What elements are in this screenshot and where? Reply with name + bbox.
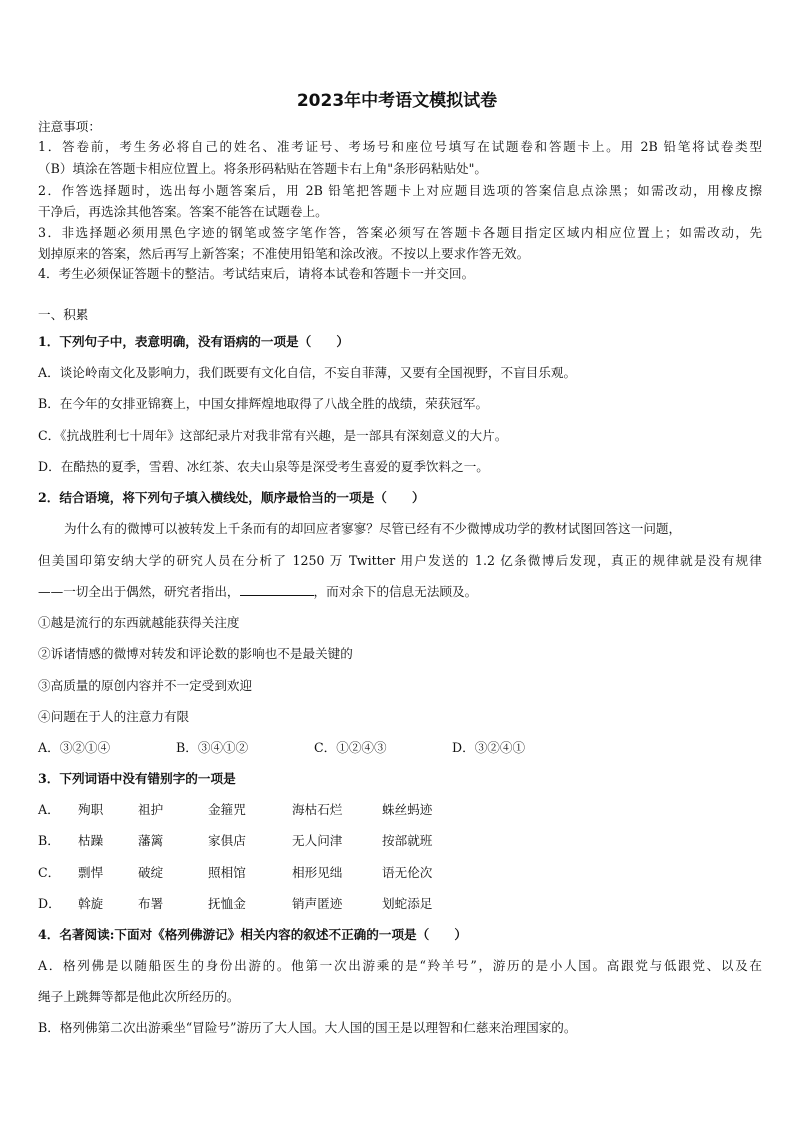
fill-blank <box>240 583 314 596</box>
notice-item-3-line-1: 3．非选择题必须用黑色字迹的钢笔或签字笔作答，答案必须写在答题卡各题目指定区域内相应位置上；如需改动，先 <box>38 225 762 240</box>
q3-b-word-2: 藩篱 <box>138 833 164 848</box>
q3-c-letter: C． <box>38 865 61 880</box>
q2-paragraph-line-3-start: ——一切全出于偶然，研究者指出， <box>38 584 240 599</box>
q2-option-b: B．③④①② <box>176 740 249 755</box>
notice-item-3-line-2: 划掉原来的答案，然后再写上新答案；不准使用铅笔和涂改液。不按以上要求作答无效。 <box>38 246 530 261</box>
notice-heading: 注意事项： <box>38 119 101 134</box>
q4-stem: 4．名著阅读:下面对《格列佛游记》相关内容的叙述不正确的一项是（ ） <box>38 927 468 942</box>
q3-d-word-3: 抚恤金 <box>208 896 246 911</box>
q1-option-b: B．在今年的女排亚锦赛上，中国女排辉煌地取得了八战全胜的战绩，荣获冠军。 <box>38 396 489 411</box>
q3-option-b <box>38 832 762 850</box>
q3-b-letter: B． <box>38 833 60 848</box>
q3-stem: 3．下列词语中没有错别字的一项是 <box>38 771 236 786</box>
q3-option-a <box>38 801 762 819</box>
q3-d-word-2: 布署 <box>138 896 164 911</box>
q3-option-c <box>38 864 762 882</box>
q2-paragraph-line-3 <box>38 583 762 601</box>
exam-title: 2023年中考语文模拟试卷 <box>296 91 498 111</box>
q3-option-d <box>38 895 762 913</box>
q3-b-word-5: 按部就班 <box>382 833 433 848</box>
q2-option-a: A．③②①④ <box>38 740 111 755</box>
q3-d-word-4: 销声匿迹 <box>292 896 343 911</box>
q1-option-c: C．《抗战胜利七十周年》这部纪录片对我非常有兴趣，是一部具有深刻意义的大片。 <box>38 428 508 443</box>
q3-c-word-3: 照相馆 <box>208 865 246 880</box>
q2-sentence-3: ③高质量的原创内容并不一定受到欢迎 <box>38 678 253 693</box>
q3-a-word-2: 祖护 <box>138 802 164 817</box>
q2-paragraph-line-2: 但美国印第安纳大学的研究人员在分析了 1250 万 Twitter 用户发送的 1.2 亿条微博后发现，真正的规律就是没有规律 <box>38 553 762 568</box>
q1-stem: 1．下列句子中，表意明确，没有语病的一项是（ ） <box>38 334 350 349</box>
q2-paragraph-line-3-end: ，而对余下的信息无法顾及。 <box>313 584 478 599</box>
q2-options <box>38 739 762 757</box>
q2-stem: 2．结合语境，将下列句子填入横线处，顺序最恰当的一项是（ ） <box>38 490 425 505</box>
notice-item-4: 4．考生必须保证答题卡的整洁。考试结束后，请将本试卷和答题卡一并交回。 <box>38 266 475 281</box>
q4-option-a-line-1: A．格列佛是以随船医生的身份出游的。他第一次出游乘的是“羚羊号”，游历的是小人国。高跟党与低跟党、以及在 <box>38 958 762 973</box>
q3-a-word-5: 蛛丝蚂迹 <box>382 802 433 817</box>
q3-d-letter: D． <box>38 896 61 911</box>
q2-sentence-4: ④问题在于人的注意力有限 <box>38 709 190 724</box>
q3-c-word-2: 破绽 <box>138 865 164 880</box>
q2-sentence-1: ①越是流行的东西就越能获得关注度 <box>38 615 240 630</box>
notice-item-2-line-1: 2．作答选择题时，选出每小题答案后，用 2B 铅笔把答题卡上对应题目选项的答案信息点涂黑；如需改动，用橡皮擦 <box>38 183 762 198</box>
q3-d-word-1: 斡旋 <box>78 896 104 911</box>
q3-b-word-4: 无人问津 <box>292 833 343 848</box>
q3-c-word-1: 剽悍 <box>78 865 104 880</box>
q3-a-word-4: 海枯石烂 <box>292 802 343 817</box>
q3-b-word-3: 家俱店 <box>208 833 246 848</box>
q1-option-a: A．谈论岭南文化及影响力，我们既要有文化自信，不妄自菲薄，又要有全国视野，不盲目乐观。 <box>38 365 577 380</box>
q3-c-word-5: 语无伦次 <box>382 865 433 880</box>
q1-option-d: D．在酷热的夏季，雪碧、冰红茶、农夫山泉等是深受考生喜爱的夏季饮料之一。 <box>38 459 489 474</box>
notice-item-2-line-2: 干净后，再选涂其他答案。答案不能答在试题卷上。 <box>38 204 328 219</box>
notice-item-1-line-2: （B）填涂在答题卡相应位置上。将条形码粘贴在答题卡右上角"条形码粘贴处"。 <box>38 161 488 176</box>
section-heading: 一、积累 <box>38 307 89 322</box>
notice-item-1-line-1: 1．答卷前，考生务必将自己的姓名、准考证号、考场号和座位号填写在试题卷和答题卡上。用 2B 铅笔将试卷类型 <box>38 139 762 154</box>
q3-d-word-5: 划蛇添足 <box>382 896 433 911</box>
q2-paragraph-line-1: 为什么有的微博可以被转发上千条而有的却回应者寥寥？尽管已经有不少微博成功学的教材试图回答这一问题， <box>64 521 682 536</box>
q2-option-d: D．③②④① <box>452 740 526 755</box>
q4-option-a-line-2: 绳子上跳舞等都是他此次所经历的。 <box>38 989 240 1004</box>
q4-option-b: B．格列佛第二次出游乘坐“冒险号”游历了大人国。大人国的国王是以理智和仁慈来治理国家的。 <box>38 1020 577 1035</box>
q3-b-word-1: 枯躁 <box>78 833 104 848</box>
q3-c-word-4: 相形见绌 <box>292 865 343 880</box>
q3-a-letter: A． <box>38 802 60 817</box>
q3-a-word-3: 金箍咒 <box>208 802 246 817</box>
q3-a-word-1: 殉职 <box>78 802 104 817</box>
q2-option-c: C．①②④③ <box>314 740 387 755</box>
q2-sentence-2: ②诉诸情感的微博对转发和评论数的影响也不是最关键的 <box>38 646 353 661</box>
